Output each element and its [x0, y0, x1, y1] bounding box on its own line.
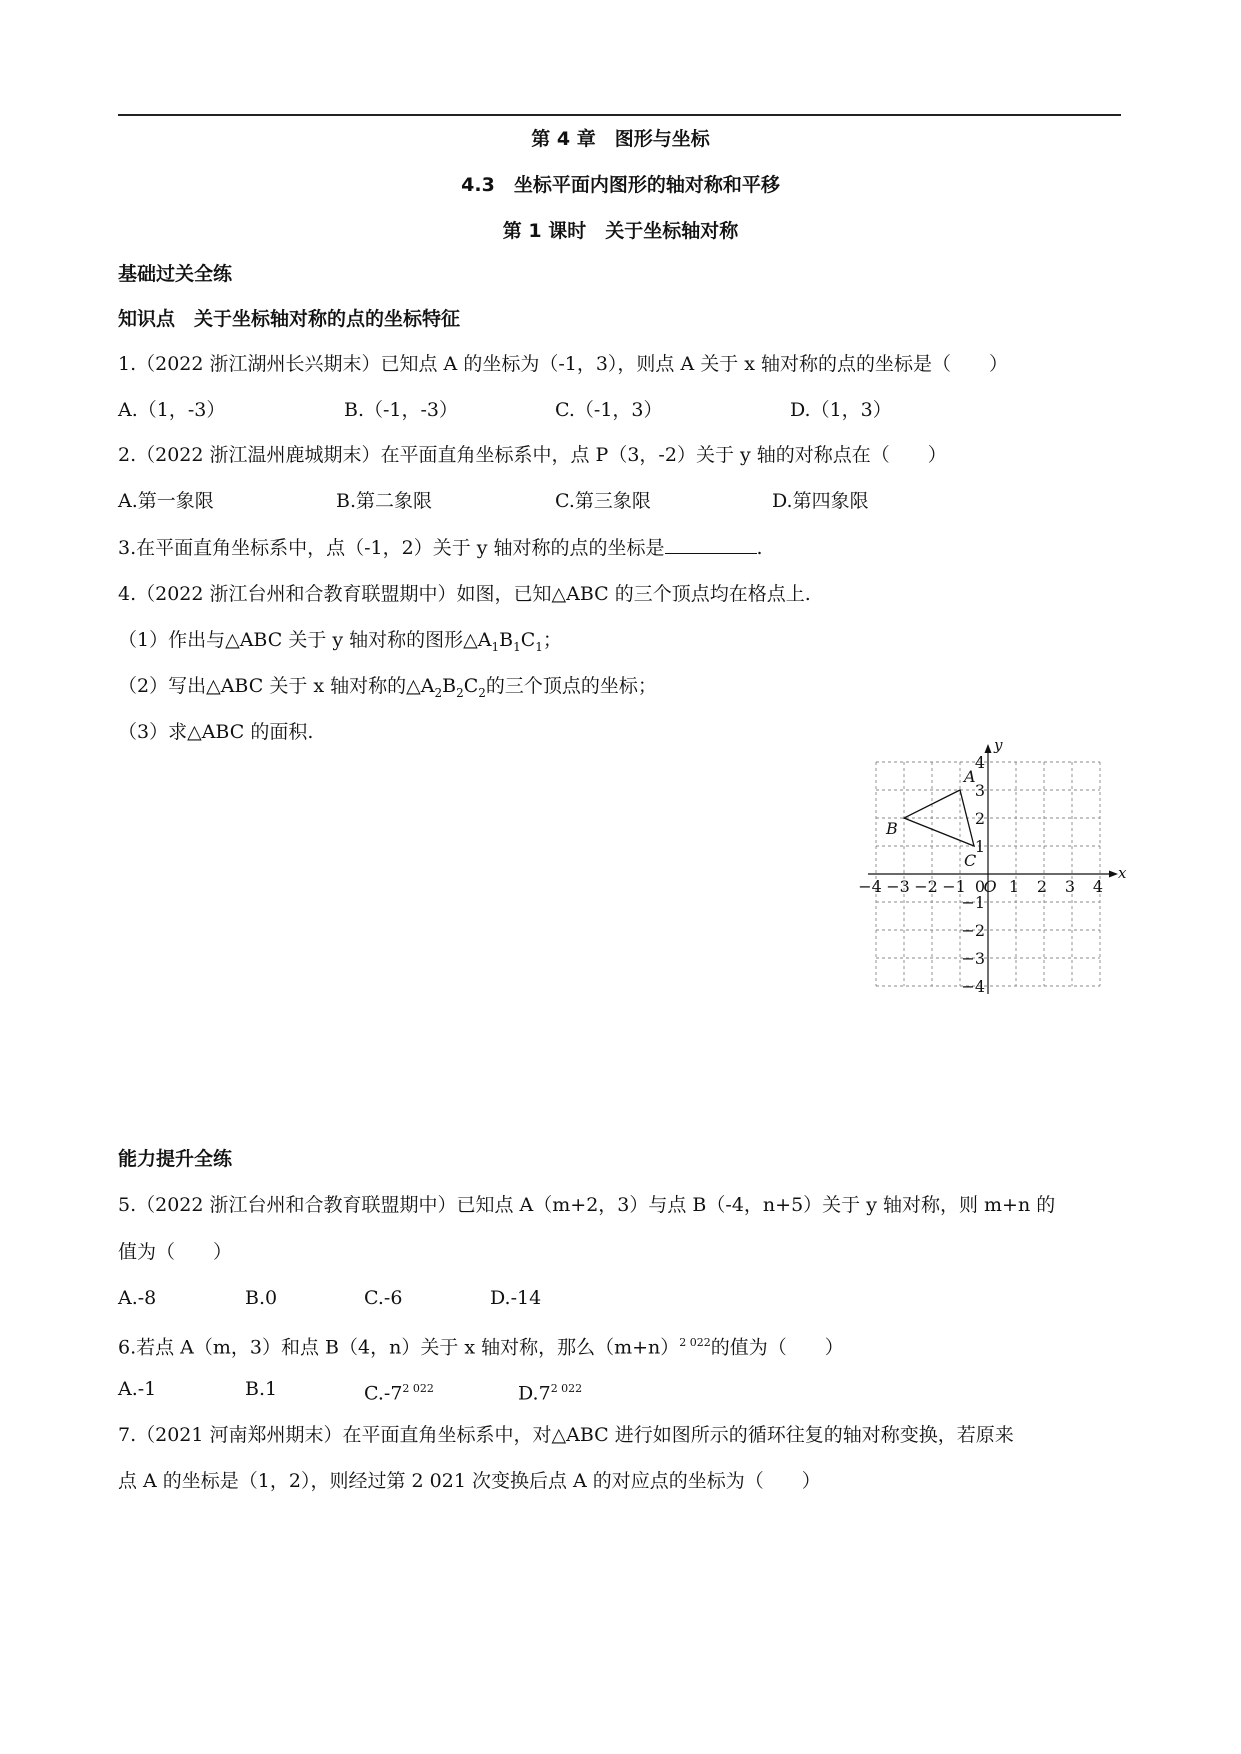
q4-part1	[118, 628, 562, 659]
q1-stem: 1.（2022 浙江湖州长兴期末）已知点 A 的坐标为（-1，3），则点 A 关于 x 轴对称的点的坐标是（ ）	[118, 353, 1009, 375]
origin-label: O	[983, 877, 997, 896]
q7-stem-line2: 点 A 的坐标是（1，2），则经过第 2 021 次变换后点 A 的对应点的坐标为（ ）	[118, 1470, 821, 1492]
q6-option-c-exponent: 2 022	[402, 1382, 434, 1395]
x-tick-label: −2	[914, 877, 938, 896]
q4-part1-sub-c: 1	[535, 639, 543, 654]
q4-part2-c: C	[463, 675, 479, 697]
coordinate-figure	[858, 736, 1140, 1022]
vertex-label-a: A	[964, 767, 976, 786]
q2-option-d: D.第四象限	[772, 490, 869, 512]
q6-option-a: A.-1	[118, 1378, 157, 1400]
x-axis-arrow	[1109, 871, 1118, 878]
y-tick-label: 1	[974, 837, 985, 856]
q2-option-a: A.第一象限	[118, 490, 214, 512]
q7-stem-line1: 7.（2021 河南郑州期末）在平面直角坐标系中，对△ABC 进行如图所示的循环往复的轴对称变换，若原来	[118, 1424, 1014, 1446]
x-tick-label: −1	[942, 877, 966, 896]
triangle-abc	[885, 767, 976, 870]
x-tick-label: 2	[1036, 877, 1048, 896]
q4-part1-sub-b: 1	[513, 639, 521, 654]
topic-title: 知识点 关于坐标轴对称的点的坐标特征	[118, 308, 461, 330]
q6-stem	[118, 1331, 844, 1359]
q1-option-a: A.（1，-3）	[118, 399, 226, 421]
x-tick-label: 4	[1092, 877, 1104, 896]
q4-part2-sub-b: 2	[456, 685, 464, 700]
q2-option-b: B.第二象限	[336, 490, 433, 512]
y-axis-arrow	[985, 744, 992, 753]
q4-part2-sub-c: 2	[478, 685, 486, 700]
q5-option-a: A.-8	[118, 1287, 157, 1309]
q2-stem: 2.（2022 浙江温州鹿城期末）在平面直角坐标系中，点 P（3，-2）关于 y 轴的对称点在（ ）	[118, 444, 947, 466]
q5-option-d: D.-14	[490, 1287, 542, 1309]
x-tick-label: 3	[1064, 877, 1076, 896]
header-rule	[118, 114, 1121, 116]
q6-option-d-exponent: 2 022	[550, 1382, 583, 1395]
part2-title: 能力提升全练	[118, 1148, 233, 1170]
q6-option-c	[364, 1377, 434, 1405]
chapter-title: 第 4 章 图形与坐标	[531, 128, 710, 150]
q6-option-d	[518, 1377, 582, 1405]
lesson-title: 第 1 课时 关于坐标轴对称	[502, 220, 739, 242]
q1-option-d: D.（1，3）	[790, 399, 892, 421]
q4-part1-c: C	[520, 629, 536, 651]
q5-stem-line2: 值为（ ）	[118, 1241, 233, 1263]
vertex-label-b: B	[886, 819, 898, 838]
q4-part3: （3）求△ABC 的面积.	[118, 721, 314, 743]
y-tick-label: −1	[961, 893, 985, 912]
q3-end: .	[756, 537, 763, 559]
q6-exponent: 2 022	[679, 1336, 711, 1349]
x-tick-label: 1	[1008, 877, 1020, 896]
y-tick-label: −3	[961, 949, 985, 968]
y-tick-label: −4	[961, 977, 985, 996]
q4-part2-sub-a: 2	[434, 685, 443, 700]
q6-option-d-base: D.7	[518, 1382, 551, 1405]
q3-stem	[118, 535, 763, 560]
q4-part2-text: （2）写出△ABC 关于 x 轴对称的△A	[118, 675, 435, 697]
vertex-label-c: C	[964, 851, 977, 870]
q4-part1-sub-a: 1	[491, 639, 500, 654]
part1-title: 基础过关全练	[118, 263, 233, 285]
q4-part1-text: （1）作出与△ABC 关于 y 轴对称的图形△A	[118, 629, 492, 651]
y-tick-label: 3	[974, 781, 985, 800]
q6-option-b: B.1	[245, 1378, 278, 1400]
y-tick-label: 2	[974, 809, 985, 828]
q4-part1-end: ；	[542, 629, 562, 651]
section-title: 4.3 坐标平面内图形的轴对称和平移	[461, 174, 780, 196]
axes	[868, 736, 1127, 994]
q6-option-c-base: C.-7	[364, 1382, 403, 1405]
y-tick-label: −2	[961, 921, 985, 940]
q4-part1-b: B	[499, 629, 514, 651]
q1-option-b: B.（-1，-3）	[344, 399, 459, 421]
q3-text: 3.在平面直角坐标系中，点（-1，2）关于 y 轴对称的点的坐标是	[118, 537, 665, 559]
q4-part2	[118, 674, 657, 705]
y-tick-label: 4	[974, 753, 985, 772]
x-tick-label: −4	[858, 877, 882, 896]
q4-part2-b: B	[442, 675, 457, 697]
q5-option-c: C.-6	[364, 1287, 403, 1309]
q4-part2-end: 的三个顶点的坐标；	[485, 675, 657, 697]
x-tick-label: −3	[886, 877, 910, 896]
q5-option-b: B.0	[245, 1287, 278, 1309]
x-tick-label: 0	[974, 877, 986, 896]
q4-stem: 4.（2022 浙江台州和合教育联盟期中）如图，已知△ABC 的三个顶点均在格点上.	[118, 583, 811, 605]
y-axis-label: y	[994, 736, 1003, 754]
q6-stem-text: 6.若点 A（m，3）和点 B（4，n）关于 x 轴对称，那么（m+n）	[118, 1336, 680, 1359]
q1-option-c: C.（-1，3）	[555, 399, 663, 421]
q2-option-c: C.第三象限	[555, 490, 651, 512]
x-axis-label: x	[1118, 864, 1127, 882]
q3-answer-blank	[665, 535, 757, 554]
q6-stem-end: 的值为（ ）	[710, 1336, 844, 1359]
q5-stem-line1: 5.（2022 浙江台州和合教育联盟期中）已知点 A（m+2，3）与点 B（-4，n+5）关于 y 轴对称，则 m+n 的	[118, 1194, 1056, 1216]
